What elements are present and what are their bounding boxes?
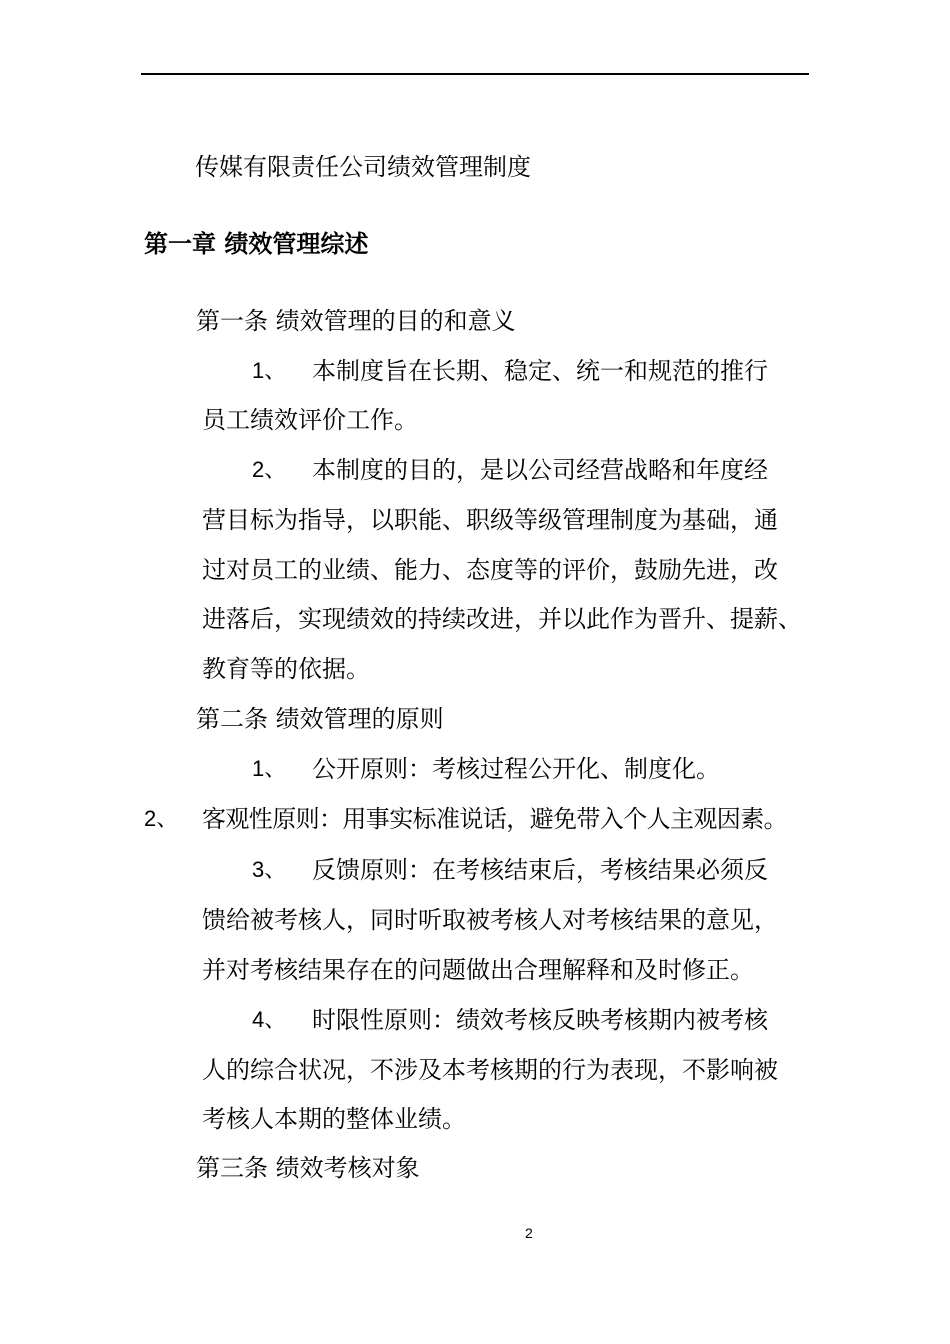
article-1-item-2-number: 2、 [252, 457, 287, 482]
article-1-item-2-line-3: 过对员工的业绩、能力、态度等的评价，鼓励先进，改 [202, 556, 778, 584]
article-2-item-4-number: 4、 [252, 1007, 287, 1032]
article-2-item-4-line-2: 人的综合状况，不涉及本考核期的行为表现，不影响被 [202, 1056, 778, 1084]
article-1-item-1-line-1: 本制度旨在长期、稳定、统一和规范的推行 [312, 357, 768, 385]
article-2-item-2-number: 2、 [144, 806, 179, 831]
document-title: 传媒有限责任公司绩效管理制度 [195, 153, 531, 181]
article-1-item-2-line-5: 教育等的依据。 [202, 655, 370, 683]
article-1-item-2-line-1: 本制度的目的，是以公司经营战略和年度经 [312, 456, 768, 484]
chapter-heading: 第一章 绩效管理综述 [144, 230, 369, 258]
article-2-item-4-line-1: 时限性原则：绩效考核反映考核期内被考核 [312, 1006, 768, 1034]
article-2-item-3-line-2: 馈给被考核人，同时听取被考核人对考核结果的意见， [202, 906, 778, 934]
page-number: 2 [525, 1225, 533, 1241]
article-1-heading: 第一条 绩效管理的目的和意义 [196, 307, 516, 335]
article-2-item-2-text: 客观性原则：用事实标准说话，避免带入个人主观因素。 [202, 805, 787, 833]
article-2-heading: 第二条 绩效管理的原则 [196, 705, 444, 733]
article-2-item-4-line-3: 考核人本期的整体业绩。 [202, 1105, 466, 1133]
article-2-item-3-line-3: 并对考核结果存在的问题做出合理解释和及时修正。 [202, 956, 754, 984]
article-1-item-1-line-2: 员工绩效评价工作。 [202, 406, 418, 434]
article-1-item-2-line-2: 营目标为指导，以职能、职级等级管理制度为基础，通 [202, 506, 778, 534]
header-rule [141, 73, 809, 75]
article-2-item-1-number: 1、 [252, 756, 287, 781]
article-1-item-2-line-4: 进落后，实现绩效的持续改进，并以此作为晋升、提薪、 [202, 605, 802, 633]
article-2-item-3-line-1: 反馈原则：在考核结束后，考核结果必须反 [312, 856, 768, 884]
article-1-item-1-number: 1、 [252, 358, 287, 383]
article-2-item-1-text: 公开原则：考核过程公开化、制度化。 [312, 755, 720, 783]
article-2-item-3-number: 3、 [252, 857, 287, 882]
article-3-heading: 第三条 绩效考核对象 [196, 1154, 420, 1182]
